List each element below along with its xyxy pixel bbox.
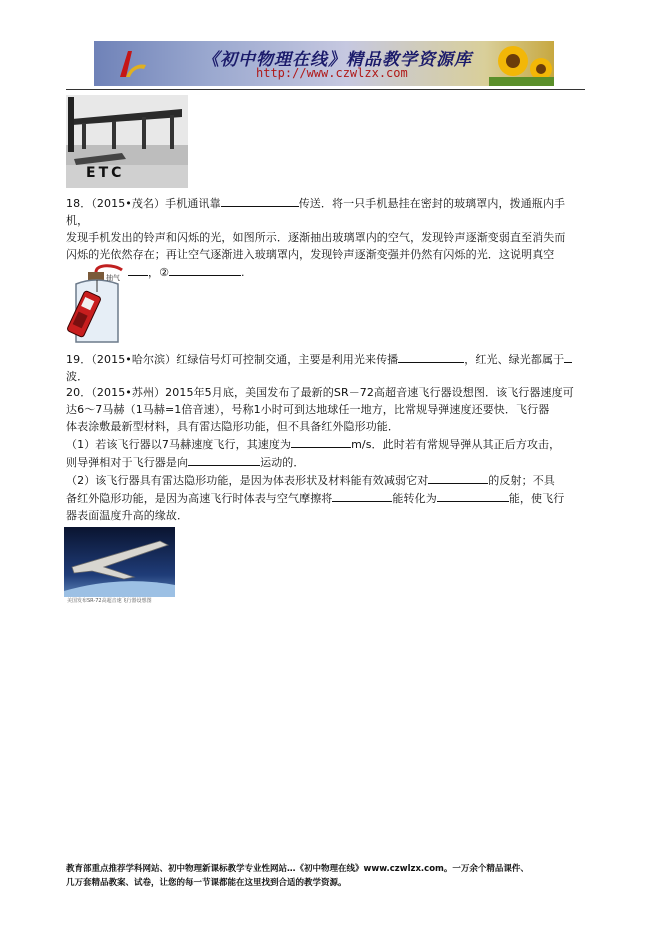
- answer-blank[interactable]: [428, 471, 488, 484]
- aircraft-photo-caption: 美国发布SR-72高超音速飞行器设想图: [67, 598, 152, 604]
- etc-label: ETC: [86, 165, 125, 181]
- sr72-aircraft-photo: [64, 527, 175, 607]
- q20-line3: 体表涂敷最新型材料，具有雷达隐形功能，但不具备红外隐形功能．: [66, 420, 399, 433]
- question-20: [66, 384, 585, 524]
- answer-blank[interactable]: [398, 350, 464, 363]
- q20-part2-line2: 备红外隐形功能，是因为高速飞行时体表与空气摩擦将 能转化为 能，使飞行: [66, 489, 585, 507]
- q20-line2: 达6～7马赫（1马赫=1倍音速），号称1小时可到达地球任一地方，比常规导弹速度还要快．飞行器: [66, 403, 550, 416]
- header-banner: [94, 41, 554, 86]
- answer-blank[interactable]: [564, 350, 572, 363]
- answer-blank[interactable]: [332, 489, 392, 502]
- banner-url[interactable]: http://www.czwlzx.com: [256, 66, 408, 80]
- answer-blank[interactable]: [221, 194, 299, 207]
- site-logo-icon: [114, 47, 148, 81]
- q20-part2-line3: 器表面温度升高的缘故．: [66, 509, 189, 522]
- pump-label: 抽气: [106, 274, 120, 282]
- answer-blank[interactable]: [291, 435, 351, 448]
- question-19: [66, 350, 585, 385]
- q19-line2: 波．: [66, 370, 89, 383]
- banner-title: 《初中物理在线》精品教学资源库: [202, 50, 472, 70]
- q18-line3: 闪烁的光依然存在；再让空气逐渐进入玻璃罩内，发现铃声逐渐变强并仍然有闪烁的光．这说明真空: [66, 248, 555, 261]
- bell-jar-phone-diagram: [66, 262, 128, 346]
- question-18: [66, 194, 585, 281]
- q20-part2-line1: （2）该飞行器具有雷达隐形功能，是因为体表形状及材料能有效减弱它对 的反射；不具: [66, 471, 585, 489]
- q20-part1-line1: （1）若该飞行器以7马赫速度飞行，其速度为 m/s．此时若有常规导弹从其正后方攻击，: [66, 435, 585, 453]
- header-rule: [66, 89, 585, 90]
- footer-line2: 几万套精品教案、试卷，让您的每一节课都能在这里找到合适的教学资源。: [66, 878, 347, 888]
- etc-gate-photo: [66, 95, 188, 188]
- answer-blank[interactable]: [188, 453, 260, 466]
- page-footer: [66, 862, 626, 890]
- answer-blank[interactable]: [169, 263, 241, 276]
- answer-blank[interactable]: [437, 489, 509, 502]
- q19-line1: 19．（2015•哈尔滨）红绿信号灯可控制交通，主要是利用光来传播 ，红光、绿光都属于: [66, 350, 585, 368]
- q20-line1: 20．（2015•苏州）2015年5月底，美国发布了最新的SR－72高超音速飞行器设想图．该飞行器速度可: [66, 386, 574, 399]
- sunflower-icon: [489, 41, 554, 86]
- q18-line2: 发现手机发出的铃声和闪烁的光，如图所示．逐渐抽出玻璃罩内的空气，发现铃声逐渐变弱直至消失而: [66, 231, 566, 244]
- q18-line1: 18．（2015•茂名）手机通讯靠 传送．将一只手机悬挂在密封的玻璃罩内，拨通瓶内手机，: [66, 194, 585, 229]
- q18-line4: ，② .: [66, 263, 585, 281]
- footer-line1: 教育部重点推荐学科网站、初中物理新课标教学专业性网站…《初中物理在线》www.czwlzx.com。一万余个精品课件、: [66, 864, 529, 874]
- q20-part1-line2: 则导弹相对于飞行器是向 运动的．: [66, 453, 585, 471]
